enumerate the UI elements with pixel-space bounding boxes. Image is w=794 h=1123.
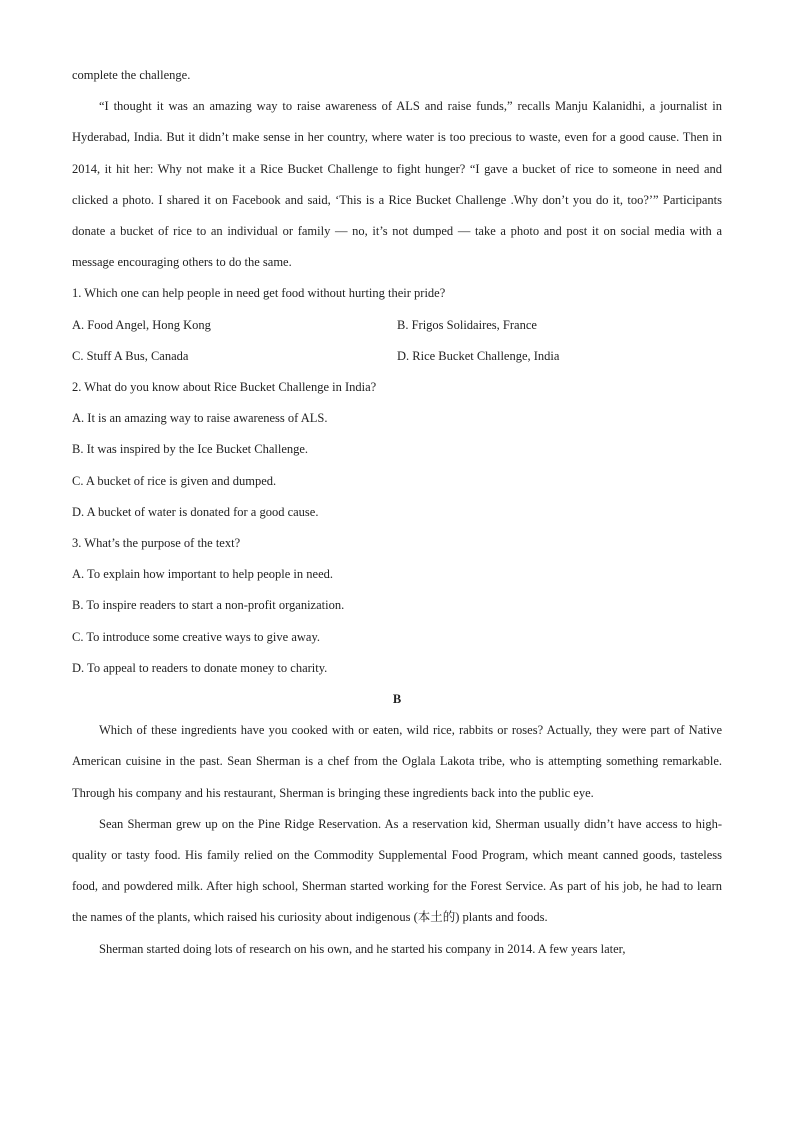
question-1: [72, 278, 722, 372]
option-b: B. To inspire readers to start a non-profit organization.: [72, 598, 345, 613]
option-d: D. To appeal to readers to donate money to charity.: [72, 660, 328, 675]
option-a: A. Food Angel, Hong Kong: [72, 317, 211, 332]
option-b: B. It was inspired by the Ice Bucket Challenge.: [72, 442, 309, 457]
option-a: A. To explain how important to help people in need.: [72, 567, 333, 582]
option-b: B. Frigos Solidaires, France: [397, 317, 537, 332]
document-page: [72, 60, 722, 965]
option-c: C. To introduce some creative ways to give away.: [72, 629, 321, 644]
option-c: C. Stuff A Bus, Canada: [72, 348, 189, 363]
passage-b-paragraph: Which of these ingredients have you cooked with or eaten, wild rice, rabbits or roses? Actually, they were part of Native American cuisine in the past. Sean Sherman is a chef from the Oglala Lakota tribe, who is attempting something remarkable. Through his company and his restaurant, Sherman is bringing these ingredients back into the public eye.: [72, 723, 722, 800]
passage-a-tail: complete the challenge.: [72, 68, 191, 82]
passage-b-paragraph: Sherman started doing lots of research on his own, and he started his company in 2014. A few years later,: [99, 941, 626, 956]
question-stem: 2. What do you know about Rice Bucket Challenge in India?: [72, 380, 377, 395]
option-a: A. It is an amazing way to raise awareness of ALS.: [72, 411, 328, 426]
options-row: [72, 310, 722, 341]
option-d: D. Rice Bucket Challenge, India: [397, 348, 560, 363]
option-d: D. A bucket of water is donated for a good cause.: [72, 504, 319, 519]
options-row: [72, 341, 722, 372]
question-stem: 3. What’s the purpose of the text?: [72, 536, 241, 551]
option-c: C. A bucket of rice is given and dumped.: [72, 473, 277, 488]
passage-b-paragraph: Sean Sherman grew up on the Pine Ridge Reservation. As a reservation kid, Sherman usually didn’t have access to high-quality or tasty food. His family relied on the Commodity Supplemental Food Program, which meant canned goods, tasteless food, and powdered milk. After high school, Sherman started working for the Forest Service. As part of his job, he had to learn the names of the plants, which raised his curiosity about indigenous (本土的) plants and foods.: [72, 816, 722, 925]
question-stem: 1. Which one can help people in need get food without hurting their pride?: [72, 286, 446, 301]
passage-a-paragraph-rice-bucket: “I thought it was an amazing way to raise awareness of ALS and raise funds,” recalls Manju Kalanidhi, a journalist in Hyderabad, India. But it didn’t make sense in her country, where water is too precious to waste, even for a good cause. Then in 2014, it hit her: Why not make it a Rice Bucket Challenge to fight hunger? “I gave a bucket of rice to someone in need and clicked a photo. I shared it on Facebook and said, ‘This is a Rice Bucket Challenge .Why don’t you do it, too?’” Participants donate a bucket of rice to an individual or family — no, it’s not dumped — take a photo and post it on social media with a message encouraging others to do the same.: [72, 99, 722, 270]
section-title-b: B: [392, 692, 402, 707]
question-2: [72, 372, 722, 528]
question-3: [72, 528, 722, 684]
